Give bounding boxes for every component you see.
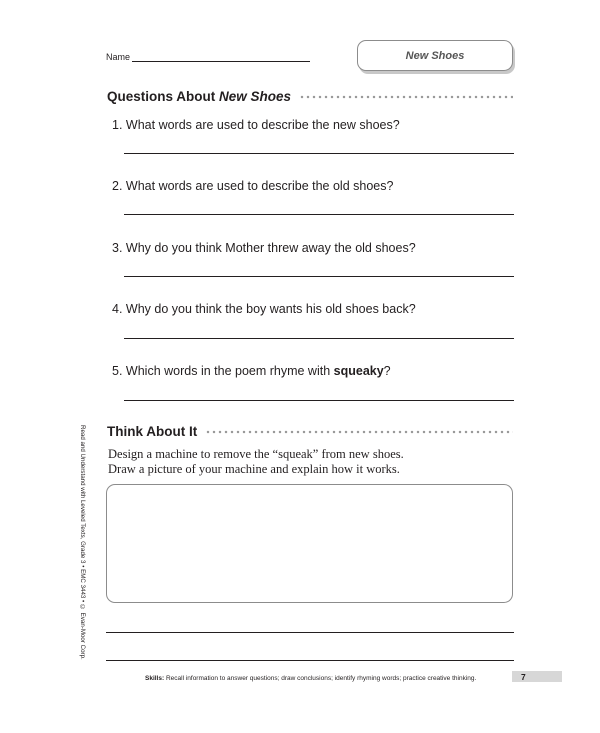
question-number: 2. bbox=[112, 179, 123, 193]
skills-footer bbox=[145, 675, 476, 682]
heading-dots bbox=[299, 95, 513, 99]
question-4 bbox=[112, 302, 512, 316]
side-copyright-text: Read and Understand with Leveled Texts, Grade 3 • EMC 3443 • © Evan-Moor Corp. bbox=[79, 425, 86, 660]
page-number: 7 bbox=[521, 671, 526, 682]
page-number-badge bbox=[512, 671, 562, 682]
question-text: What words are used to describe the new shoes? bbox=[125, 118, 400, 132]
think-line-2: Draw a picture of your machine and explain how it works. bbox=[108, 461, 400, 476]
question-number: 3. bbox=[112, 241, 123, 255]
explanation-line-1[interactable] bbox=[106, 632, 514, 633]
answer-line-1[interactable] bbox=[124, 153, 514, 154]
name-line[interactable] bbox=[132, 61, 310, 62]
question-text: Why do you think Mother threw away the old shoes? bbox=[125, 241, 416, 255]
think-instructions bbox=[108, 447, 508, 476]
drawing-box[interactable] bbox=[106, 484, 513, 603]
questions-heading-prefix: Questions About bbox=[107, 89, 219, 104]
question-number: 4. bbox=[112, 302, 123, 316]
answer-line-2[interactable] bbox=[124, 214, 514, 215]
question-2 bbox=[112, 179, 512, 193]
question-number: 5. bbox=[112, 364, 123, 378]
question-text bbox=[126, 364, 391, 378]
think-line-1: Design a machine to remove the “squeak” from new shoes. bbox=[108, 447, 404, 461]
question-text: What words are used to describe the old shoes? bbox=[125, 179, 394, 193]
name-label: Name bbox=[106, 52, 131, 62]
question-1 bbox=[112, 118, 512, 132]
question-5 bbox=[112, 364, 512, 378]
think-heading-text: Think About It bbox=[107, 424, 198, 439]
skills-text: Recall information to answer questions; draw conclusions; identify rhyming words; practice creative thinking. bbox=[164, 675, 477, 682]
answer-line-4[interactable] bbox=[124, 338, 514, 339]
question-text-after: ? bbox=[383, 364, 391, 378]
questions-heading bbox=[107, 89, 513, 104]
question-3 bbox=[112, 241, 512, 255]
heading-dots bbox=[205, 430, 513, 434]
question-number: 1. bbox=[112, 118, 123, 132]
skills-label: Skills: bbox=[145, 675, 165, 682]
explanation-line-2[interactable] bbox=[106, 660, 514, 661]
question-text: Why do you think the boy wants his old shoes back? bbox=[125, 302, 416, 316]
worksheet-title-badge: New Shoes bbox=[357, 40, 513, 71]
question-text-before: Which words in the poem rhyme with bbox=[125, 364, 334, 378]
rhyme-word: squeaky bbox=[333, 364, 384, 378]
answer-line-3[interactable] bbox=[124, 276, 514, 277]
questions-heading-title: New Shoes bbox=[219, 89, 292, 104]
think-heading bbox=[107, 424, 513, 439]
answer-line-5[interactable] bbox=[124, 400, 514, 401]
